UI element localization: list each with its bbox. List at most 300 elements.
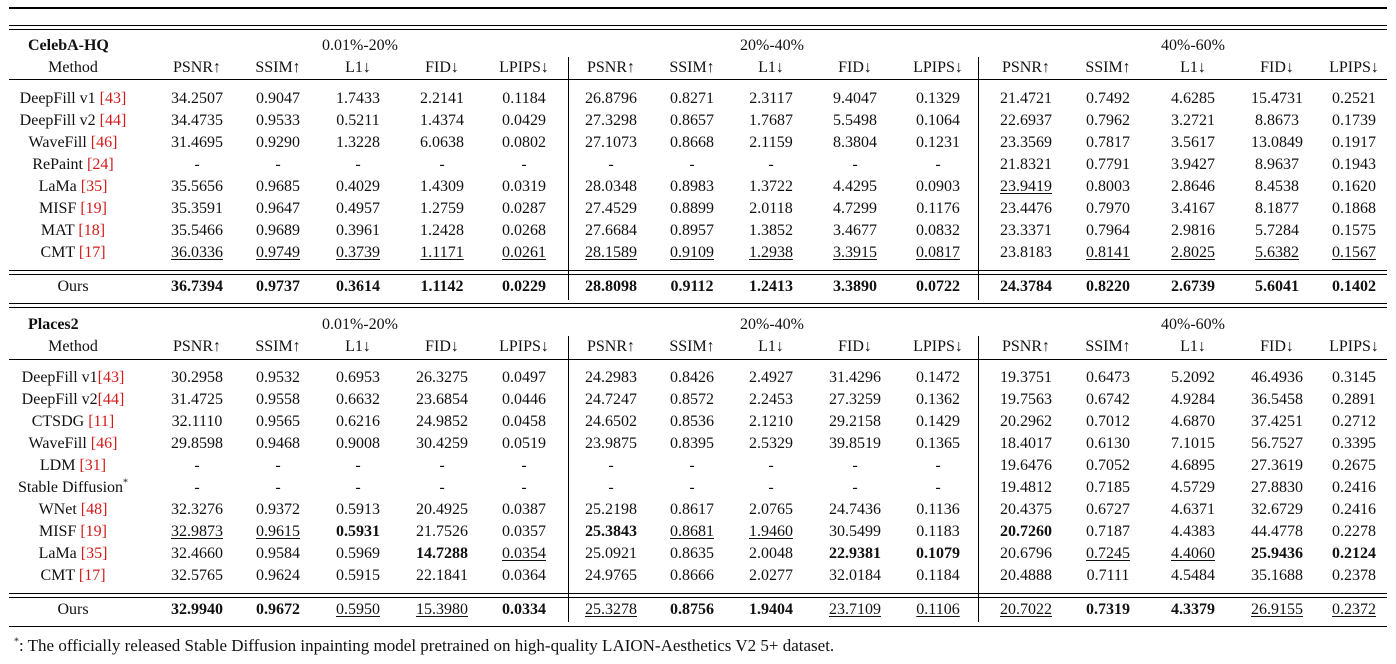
table-cell: 0.1184 [916,567,960,584]
metric-header: PSNR↑ [1001,338,1051,355]
table-cell: 0.9737 [256,278,300,295]
table-cell: 4.4383 [1171,523,1215,540]
footnote-mark: * [14,636,19,648]
table-cell: 0.9615 [256,523,300,540]
table-cell: - [439,479,445,496]
table-cell: 0.5913 [336,501,380,518]
citation-link[interactable]: [43] [99,90,127,107]
table-cell: 0.9685 [256,178,300,195]
table-cell: 0.9749 [256,244,300,261]
table-cell: 0.0319 [502,178,546,195]
table-cell: 32.3276 [171,501,223,518]
table-cell: 37.4251 [1251,413,1303,430]
table-rule [9,79,1387,80]
table-cell: 32.0184 [829,567,881,584]
table-cell: 35.1688 [1251,567,1303,584]
table-cell: 0.8681 [670,523,714,540]
table-cell: 0.1183 [916,523,960,540]
method-label: WaveFill [28,435,91,452]
method-name [8,198,138,220]
table-cell: 1.4374 [420,112,464,129]
table-cell: 0.4029 [336,178,380,195]
metric-header: LPIPS↓ [913,338,963,355]
table-row [0,367,1396,389]
table-cell: 0.0268 [502,222,546,239]
table-cell: - [355,479,361,496]
table-cell: 1.9404 [749,601,793,618]
table-cell: 4.5484 [1171,567,1215,584]
table-cell: 2.4927 [749,369,793,386]
table-cell: 34.2507 [171,90,223,107]
table-cell: 2.1159 [749,134,793,151]
table-cell: 29.2158 [829,413,881,430]
method-name [8,176,138,198]
metric-header: LPIPS↓ [499,59,549,76]
table-cell: 2.5329 [749,435,793,452]
table-cell: - [768,479,774,496]
table-cell: 36.7394 [171,278,223,295]
table-row [0,411,1396,433]
table-cell: 0.9647 [256,200,300,217]
table-cell: 15.4731 [1251,90,1303,107]
table-cell: 27.8830 [1251,479,1303,496]
table-cell: 0.1365 [916,435,960,452]
table-cell: 27.3298 [585,112,637,129]
table-cell: 20.2962 [1000,413,1052,430]
table-cell: 31.4296 [829,369,881,386]
table-cell: 27.4529 [585,200,637,217]
metric-header: SSIM↑ [669,338,715,355]
method-name [8,411,138,433]
table-cell: 22.9381 [829,545,881,562]
citation-link[interactable]: [35] [80,178,108,195]
table-row [0,543,1396,565]
table-cell: 0.6953 [336,369,380,386]
table-cell: 35.3591 [171,200,223,217]
table-cell: 24.7436 [829,501,881,518]
table-cell: - [608,156,614,173]
method-name [8,455,138,477]
table-cell: - [439,457,445,474]
metric-header: PSNR↑ [172,338,222,355]
method-label: CMT [40,567,79,584]
table-cell: 0.2372 [1332,601,1376,618]
table-cell: 0.3614 [336,278,380,295]
table-cell: 0.6632 [336,391,380,408]
citation-link[interactable]: [11] [88,413,115,430]
table-cell: 0.1079 [916,545,960,562]
table-cell: 1.2759 [420,200,464,217]
method-name [8,242,138,264]
table-cell: - [935,479,941,496]
table-cell: 19.7563 [1000,391,1052,408]
citation-link[interactable]: [44] [97,391,125,408]
table-cell: 0.2378 [1332,567,1376,584]
citation-link[interactable]: [35] [80,545,108,562]
table-cell: 5.6382 [1255,244,1299,261]
citation-link[interactable]: [17] [78,244,106,261]
citation-link[interactable]: [19] [80,523,107,540]
citation-link[interactable]: [48] [80,501,108,518]
table-cell: 8.3804 [833,134,877,151]
table-cell: 4.9284 [1171,391,1215,408]
table-cell: - [608,457,614,474]
citation-link[interactable]: [46] [90,134,118,151]
table-cell: 30.5499 [829,523,881,540]
citation-link[interactable]: [46] [90,435,118,452]
table-cell: 4.4060 [1171,545,1215,562]
metric-header: SSIM↑ [1085,338,1131,355]
citation-link[interactable]: [19] [80,200,107,217]
metric-header: FID↓ [425,338,459,355]
metric-header: PSNR↑ [586,59,636,76]
method-name [8,154,138,176]
table-row [0,88,1396,110]
metric-header: FID↓ [1260,59,1294,76]
table-cell: 0.9109 [670,244,714,261]
group-header-row [0,314,1396,336]
table-cell: 24.6502 [585,413,637,430]
table-cell: 0.1575 [1332,222,1376,239]
table-cell: 3.9427 [1171,156,1215,173]
table-cell: 26.8796 [585,90,637,107]
table-cell: 24.9765 [585,567,637,584]
table-cell: 15.3980 [416,601,468,618]
citation-link[interactable]: [17] [78,567,106,584]
table-cell: 0.5915 [336,567,380,584]
method-name: Ours [57,601,89,618]
table-cell: 0.7791 [1086,156,1130,173]
table-rule [9,597,1387,598]
table-cell: - [275,479,281,496]
method-name [8,543,138,565]
table-cell: 19.4812 [1000,479,1052,496]
table-row [0,242,1396,264]
table-cell: 20.4888 [1000,567,1052,584]
table-cell: 27.1073 [585,134,637,151]
table-cell: - [355,457,361,474]
table-cell: 0.7185 [1086,479,1130,496]
table-cell: 2.2141 [420,90,464,107]
table-cell: 34.4735 [171,112,223,129]
table-cell: 44.4778 [1251,523,1303,540]
table-rule [9,626,1387,627]
table-cell: 1.3228 [336,134,380,151]
table-cell: 0.0446 [502,391,546,408]
table-cell: - [935,457,941,474]
table-cell: 0.2278 [1332,523,1376,540]
table-cell: 20.6796 [1000,545,1052,562]
table-cell: 1.1142 [420,278,464,295]
table-cell: 0.8899 [670,200,714,217]
table-cell: 0.8395 [670,435,714,452]
table-cell: 25.2198 [585,501,637,518]
table-cell: 0.8271 [670,90,714,107]
table-row [0,176,1396,198]
table-cell: 2.0765 [749,501,793,518]
table-cell: 0.0354 [502,545,546,562]
method-label: CTSDG [31,413,89,430]
method-header: Method [48,59,98,76]
table-cell: 32.1110 [171,413,223,430]
table-cell: 0.3145 [1332,369,1376,386]
metric-header: SSIM↑ [669,59,715,76]
table-cell: 0.3395 [1332,435,1376,452]
table-cell: 0.1106 [916,601,960,618]
table-cell: 0.0387 [502,501,546,518]
table-cell: 0.2416 [1332,501,1376,518]
table-cell: 25.0921 [585,545,637,562]
table-cell: 0.8220 [1086,278,1130,295]
table-cell: 35.5656 [171,178,223,195]
table-cell: 4.4295 [833,178,877,195]
table-cell: 1.3852 [749,222,793,239]
table-cell: 1.4309 [420,178,464,195]
table-cell: 0.0261 [502,244,546,261]
table-cell: 0.8635 [670,545,714,562]
method-name [8,132,138,154]
table-cell: 20.4925 [416,501,468,518]
table-cell: 8.9637 [1255,156,1299,173]
table-cell: 0.9112 [670,278,714,295]
table-row [0,499,1396,521]
table-row [0,455,1396,477]
method-label: MISF [38,523,81,540]
table-cell: 5.5498 [833,112,877,129]
metric-header: FID↓ [425,59,459,76]
table-cell: 0.0229 [502,278,546,295]
table-cell: 2.3117 [749,90,793,107]
table-cell: 0.0903 [916,178,960,195]
table-cell: 26.3275 [416,369,468,386]
table-cell: 27.3619 [1251,457,1303,474]
table-cell: 30.4259 [416,435,468,452]
table-cell: 1.9460 [749,523,793,540]
table-cell: 0.9584 [256,545,300,562]
citation-link[interactable]: [43] [97,369,125,386]
footnote [14,634,834,658]
method-name: Ours [57,278,89,295]
table-cell: 0.5950 [336,601,380,618]
table-cell: 1.3722 [749,178,793,195]
table-cell: 0.1362 [916,391,960,408]
method-name [8,499,138,521]
table-cell: 2.0048 [749,545,793,562]
table-cell: 0.2521 [1332,90,1376,107]
method-name [8,477,138,499]
table-cell: 1.2413 [749,278,793,295]
group-header: 20%-40% [740,316,804,333]
table-row [0,132,1396,154]
table-cell: 24.9852 [416,413,468,430]
dataset-title: CelebA-HQ [28,37,109,54]
table-cell: - [852,457,858,474]
table-row [0,220,1396,242]
table-cell: 0.1231 [916,134,960,151]
table-row [0,521,1396,543]
table-cell: 0.8983 [670,178,714,195]
table-cell: 19.6476 [1000,457,1052,474]
table-cell: - [689,457,695,474]
table-row [0,198,1396,220]
table-cell: 2.8025 [1171,244,1215,261]
method-name [8,565,138,587]
table-cell: 0.9372 [256,501,300,518]
group-header: 40%-60% [1161,316,1225,333]
table-cell: 0.9532 [256,369,300,386]
table-cell: 8.8673 [1255,112,1299,129]
table-cell: - [194,457,200,474]
table-cell: - [194,156,200,173]
table-cell: 28.1589 [585,244,637,261]
metric-header: LPIPS↓ [1329,338,1379,355]
table-row [0,110,1396,132]
table-cell: 0.1402 [1332,278,1376,295]
table-cell: 3.3890 [833,278,877,295]
table-cell: 0.1620 [1332,178,1376,195]
table-cell: 27.3259 [829,391,881,408]
citation-link[interactable]: [24] [87,156,114,173]
table-cell: - [768,156,774,173]
table-cell: 0.1329 [916,90,960,107]
method-label: CMT [40,244,79,261]
table-cell: 0.8141 [1086,244,1130,261]
table-cell: 23.9875 [585,435,637,452]
table-cell: 26.9155 [1251,601,1303,618]
table-cell: 25.9436 [1251,545,1303,562]
table-cell: 27.6684 [585,222,637,239]
citation-link[interactable]: [18] [78,222,106,239]
table-cell: 8.1877 [1255,200,1299,217]
table-cell: 0.1429 [916,413,960,430]
method-name [8,433,138,455]
table-cell: 0.8426 [670,369,714,386]
method-label: DeepFill v2 [21,391,98,408]
table-cell: - [355,156,361,173]
table-cell: 0.6727 [1086,501,1130,518]
table-rule [9,307,1387,308]
footnote-text: : The officially released Stable Diffusion inpainting model pretrained on high-quality LAION-Aesthetics V2 5+ dataset. [19,636,835,655]
table-rule [9,274,1387,275]
metric-header: L1↓ [1180,59,1206,76]
table-cell: 0.0802 [502,134,546,151]
table-cell: 0.8617 [670,501,714,518]
table-cell: 0.9290 [256,134,300,151]
table-cell: 30.2958 [171,369,223,386]
table-cell: 0.8957 [670,222,714,239]
table-cell: 21.4721 [1000,90,1052,107]
table-cell: 0.2712 [1332,413,1376,430]
method-label: LaMa [38,178,81,195]
table-cell: 0.1917 [1332,134,1376,151]
citation-link[interactable]: [31] [79,457,107,474]
method-label: RePaint [32,156,87,173]
table-cell: 3.3915 [833,244,877,261]
table-cell: 23.7109 [829,601,881,618]
table-cell: 0.0458 [502,413,546,430]
method-name [8,367,138,389]
table-cell: 20.7022 [1000,601,1052,618]
table-row [0,154,1396,176]
metric-header: L1↓ [758,59,784,76]
table-cell: 0.7492 [1086,90,1130,107]
table-cell: 8.4538 [1255,178,1299,195]
table-cell: - [852,479,858,496]
table-cell: 0.9565 [256,413,300,430]
table-cell: 0.0357 [502,523,546,540]
table-cell: 23.4476 [1000,200,1052,217]
table-cell: 0.1064 [916,112,960,129]
table-cell: 0.2675 [1332,457,1376,474]
metric-header: SSIM↑ [1085,59,1131,76]
table-cell: 6.0638 [420,134,464,151]
table-cell: 0.9672 [256,601,300,618]
table-cell: 0.0429 [502,112,546,129]
table-cell: 0.9008 [336,435,380,452]
table-cell: 0.9689 [256,222,300,239]
table-cell: 13.0849 [1251,134,1303,151]
metric-header: SSIM↑ [255,59,301,76]
table-cell: 32.5765 [171,567,223,584]
table-cell: 9.4047 [833,90,877,107]
table-cell: - [275,156,281,173]
table-cell: 3.2721 [1171,112,1215,129]
table-cell: 0.1136 [916,501,960,518]
table-cell: 28.0348 [585,178,637,195]
metric-header-row [0,57,1396,79]
method-label: LDM [39,457,80,474]
ours-row [0,276,1396,298]
table-cell: 20.4375 [1000,501,1052,518]
table-cell: 0.5211 [336,112,380,129]
citation-link[interactable]: [44] [99,112,127,129]
table-cell: 14.7288 [416,545,468,562]
table-rule [9,7,1387,9]
table-cell: 0.1176 [916,200,960,217]
table-cell: 4.3379 [1171,601,1215,618]
table-cell: 2.2453 [749,391,793,408]
table-cell: 0.7319 [1086,601,1130,618]
table-cell: 56.7527 [1251,435,1303,452]
table-cell: 21.8321 [1000,156,1052,173]
footnote-mark: * [123,477,129,489]
table-cell: 36.5458 [1251,391,1303,408]
table-cell: 23.3569 [1000,134,1052,151]
table-cell: 35.5466 [171,222,223,239]
table-cell: 0.8756 [670,601,714,618]
method-label: Stable Diffusion [17,479,124,496]
group-header-row [0,35,1396,57]
table-cell: 0.2891 [1332,391,1376,408]
table-cell: 0.1472 [916,369,960,386]
group-header: 40%-60% [1161,37,1225,54]
metric-header: L1↓ [345,59,371,76]
metric-header: LPIPS↓ [499,338,549,355]
table-cell: 3.4167 [1171,200,1215,217]
table-cell: 31.4725 [171,391,223,408]
table-cell: 0.7187 [1086,523,1130,540]
table-cell: 5.7284 [1255,222,1299,239]
table-cell: 0.8003 [1086,178,1130,195]
table-cell: 0.8572 [670,391,714,408]
table-cell: 32.9940 [171,601,223,618]
table-cell: 0.8657 [670,112,714,129]
table-cell: 5.6041 [1255,278,1299,295]
table-cell: 4.6870 [1171,413,1215,430]
table-row [0,433,1396,455]
table-cell: - [608,479,614,496]
table-cell: 0.0497 [502,369,546,386]
